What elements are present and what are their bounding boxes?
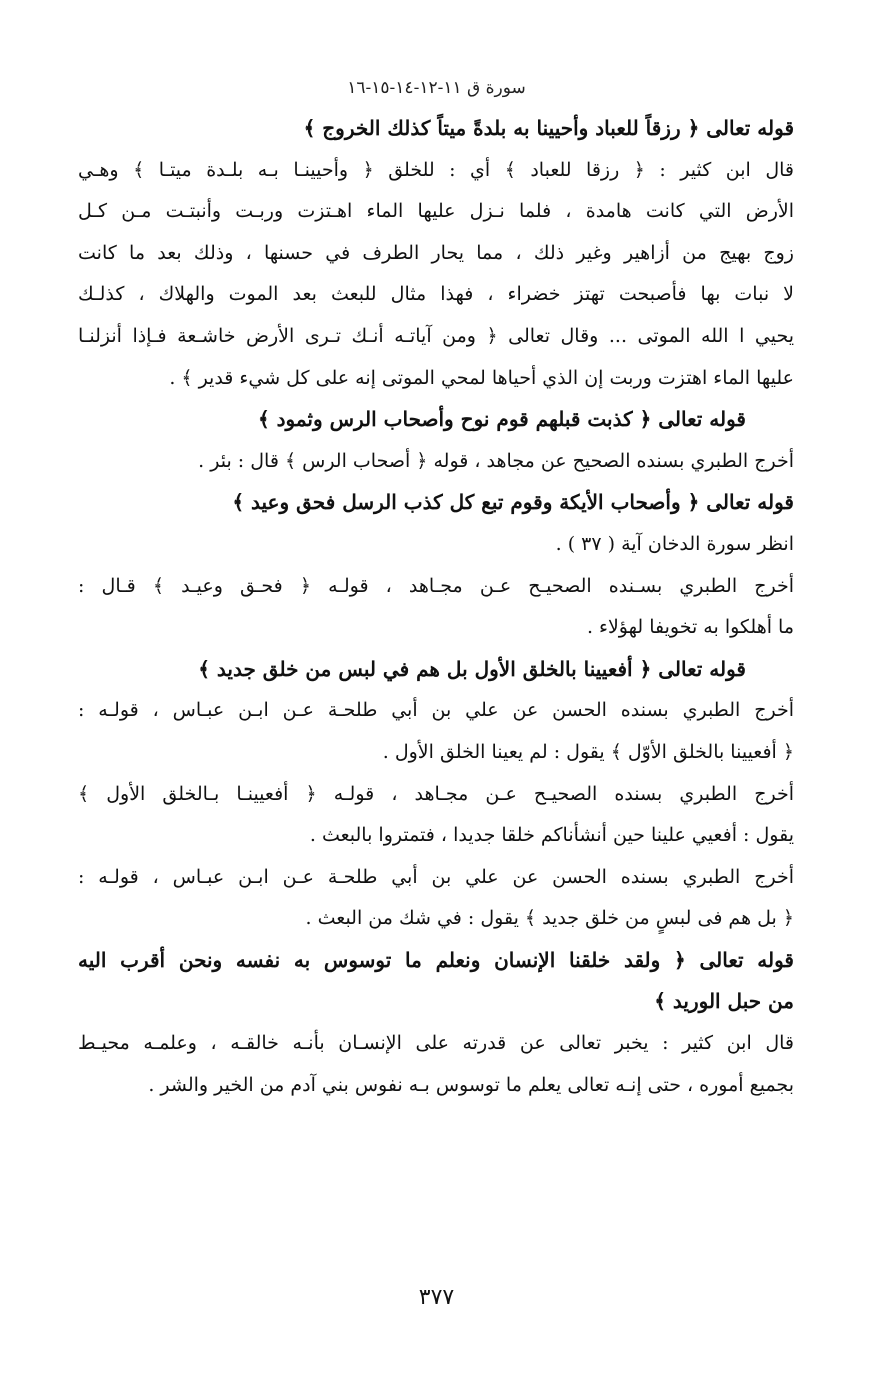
text-line: من حبل الوريد ﴾ bbox=[654, 989, 794, 1014]
text-line: قوله تعالى ﴿ ولقد خلقنا الإنسان ونعلم ما توسوس به نفسه ونحن أقرب اليه bbox=[78, 947, 794, 972]
text-line: ﴿ بل هم فى لبسٍ من خلق جديد ﴾ يقول : في شك من البعث . bbox=[305, 907, 794, 930]
text-line: قال ابن كثير : يخبر تعالى عن قدرته على الإنسـان بأنـه خالقـه ، وعلمـه محيـط bbox=[78, 1032, 794, 1055]
page-number: ٣٧٧ bbox=[418, 1285, 455, 1310]
text-line: يقول : أفعيي علينا حين أنشأناكم خلقا جديدا ، فتمتروا بالبعث . bbox=[309, 824, 794, 847]
text-line: عليها الماء اهتزت وربت إن الذي أحياها لمحي الموتى إنه على كل شيء قدير ﴾ . bbox=[169, 366, 794, 389]
paragraph bbox=[78, 566, 794, 649]
paragraph bbox=[78, 441, 794, 483]
text-line: انظر سورة الدخان آية ( ٣٧ ) . bbox=[555, 532, 794, 555]
text-line: ما أهلكوا به تخويفا لهؤلاء . bbox=[586, 616, 794, 639]
text-line: قوله تعالى ﴿ أفعيينا بالخلق الأول بل هم في لبس من خلق جديد ﴾ bbox=[198, 656, 746, 681]
text-line: أخرج الطبري بسنده الصحيـح عـن مجـاهد ، قولـه ﴿ أفعيينـا بـالخلق الأول ﴾ bbox=[78, 782, 794, 805]
text-line: يحيي ا الله الموتى ... وقال تعالى ﴿ ومن آياتـه أنـك تـرى الأرض خاشـعة فـإذا أنزلنـا bbox=[78, 324, 794, 347]
text-line: الأرض التي كانت هامدة ، فلما نـزل عليها الماء اهـتزت وربـت وأنبتـت مـن كـل bbox=[78, 200, 794, 223]
paragraph bbox=[78, 150, 794, 400]
text-line: قال ابن كثير : ﴿ رزقا للعباد ﴾ أي : للخلق ﴿ وأحيينـا بـه بلـدة ميتـا ﴾ وهـي bbox=[78, 158, 794, 181]
verse-heading bbox=[78, 940, 794, 1023]
text-line: لا نبات بها فأصبحت تهتز خضراء ، فهذا مثال للبعث بعد الموت والهلاك ، كذلـك bbox=[78, 283, 794, 306]
verse-heading bbox=[78, 649, 794, 691]
text-line: أخرج الطبري بسـنده الصحيـح عـن مجـاهد ، قولـه ﴿ فحـق وعيـد ﴾ قـال : bbox=[78, 574, 794, 597]
text-line: قوله تعالى ﴿ كذبت قبلهم قوم نوح وأصحاب الرس وثمود ﴾ bbox=[257, 407, 746, 432]
paragraph bbox=[78, 774, 794, 857]
paragraph bbox=[78, 857, 794, 940]
page-content bbox=[78, 108, 794, 1106]
paragraph bbox=[78, 1023, 794, 1106]
text-line: أخرج الطبري بسنده الصحيح عن مجاهد ، قوله ﴿ أصحاب الرس ﴾ قال : بئر . bbox=[198, 449, 794, 472]
text-line: بجميع أموره ، حتى إنـه تعالى يعلم ما توسوس بـه نفوس بني آدم من الخير والشر . bbox=[148, 1073, 794, 1096]
text-line: قوله تعالى ﴿ وأصحاب الأيكة وقوم تبع كل كذب الرسل فحق وعيد ﴾ bbox=[232, 490, 794, 515]
running-header: سورة ق ١١-١٢-١٤-١٥-١٦ bbox=[347, 78, 526, 98]
text-line: أخرج الطبري بسنده الحسن عن علي بن أبي طلحـة عـن ابـن عبـاس ، قولـه : bbox=[78, 865, 794, 888]
text-line: قوله تعالى ﴿ رزقاً للعباد وأحيينا به بلدةً ميتاً كذلك الخروج ﴾ bbox=[303, 116, 794, 140]
verse-heading bbox=[78, 482, 794, 524]
paragraph bbox=[78, 524, 794, 566]
verse-heading bbox=[78, 108, 794, 150]
text-line: ﴿ أفعيينا بالخلق الأوّل ﴾ يقول : لم يعينا الخلق الأول . bbox=[382, 740, 794, 763]
paragraph bbox=[78, 690, 794, 773]
verse-heading bbox=[78, 399, 794, 441]
text-line: أخرج الطبري بسنده الحسن عن علي بن أبي طلحـة عـن ابـن عبـاس ، قولـه : bbox=[78, 699, 794, 722]
text-line: زوج بهيج من أزاهير وغير ذلك ، مما يحار الطرف في حسنها ، وذلك بعد ما كانت bbox=[78, 241, 794, 264]
